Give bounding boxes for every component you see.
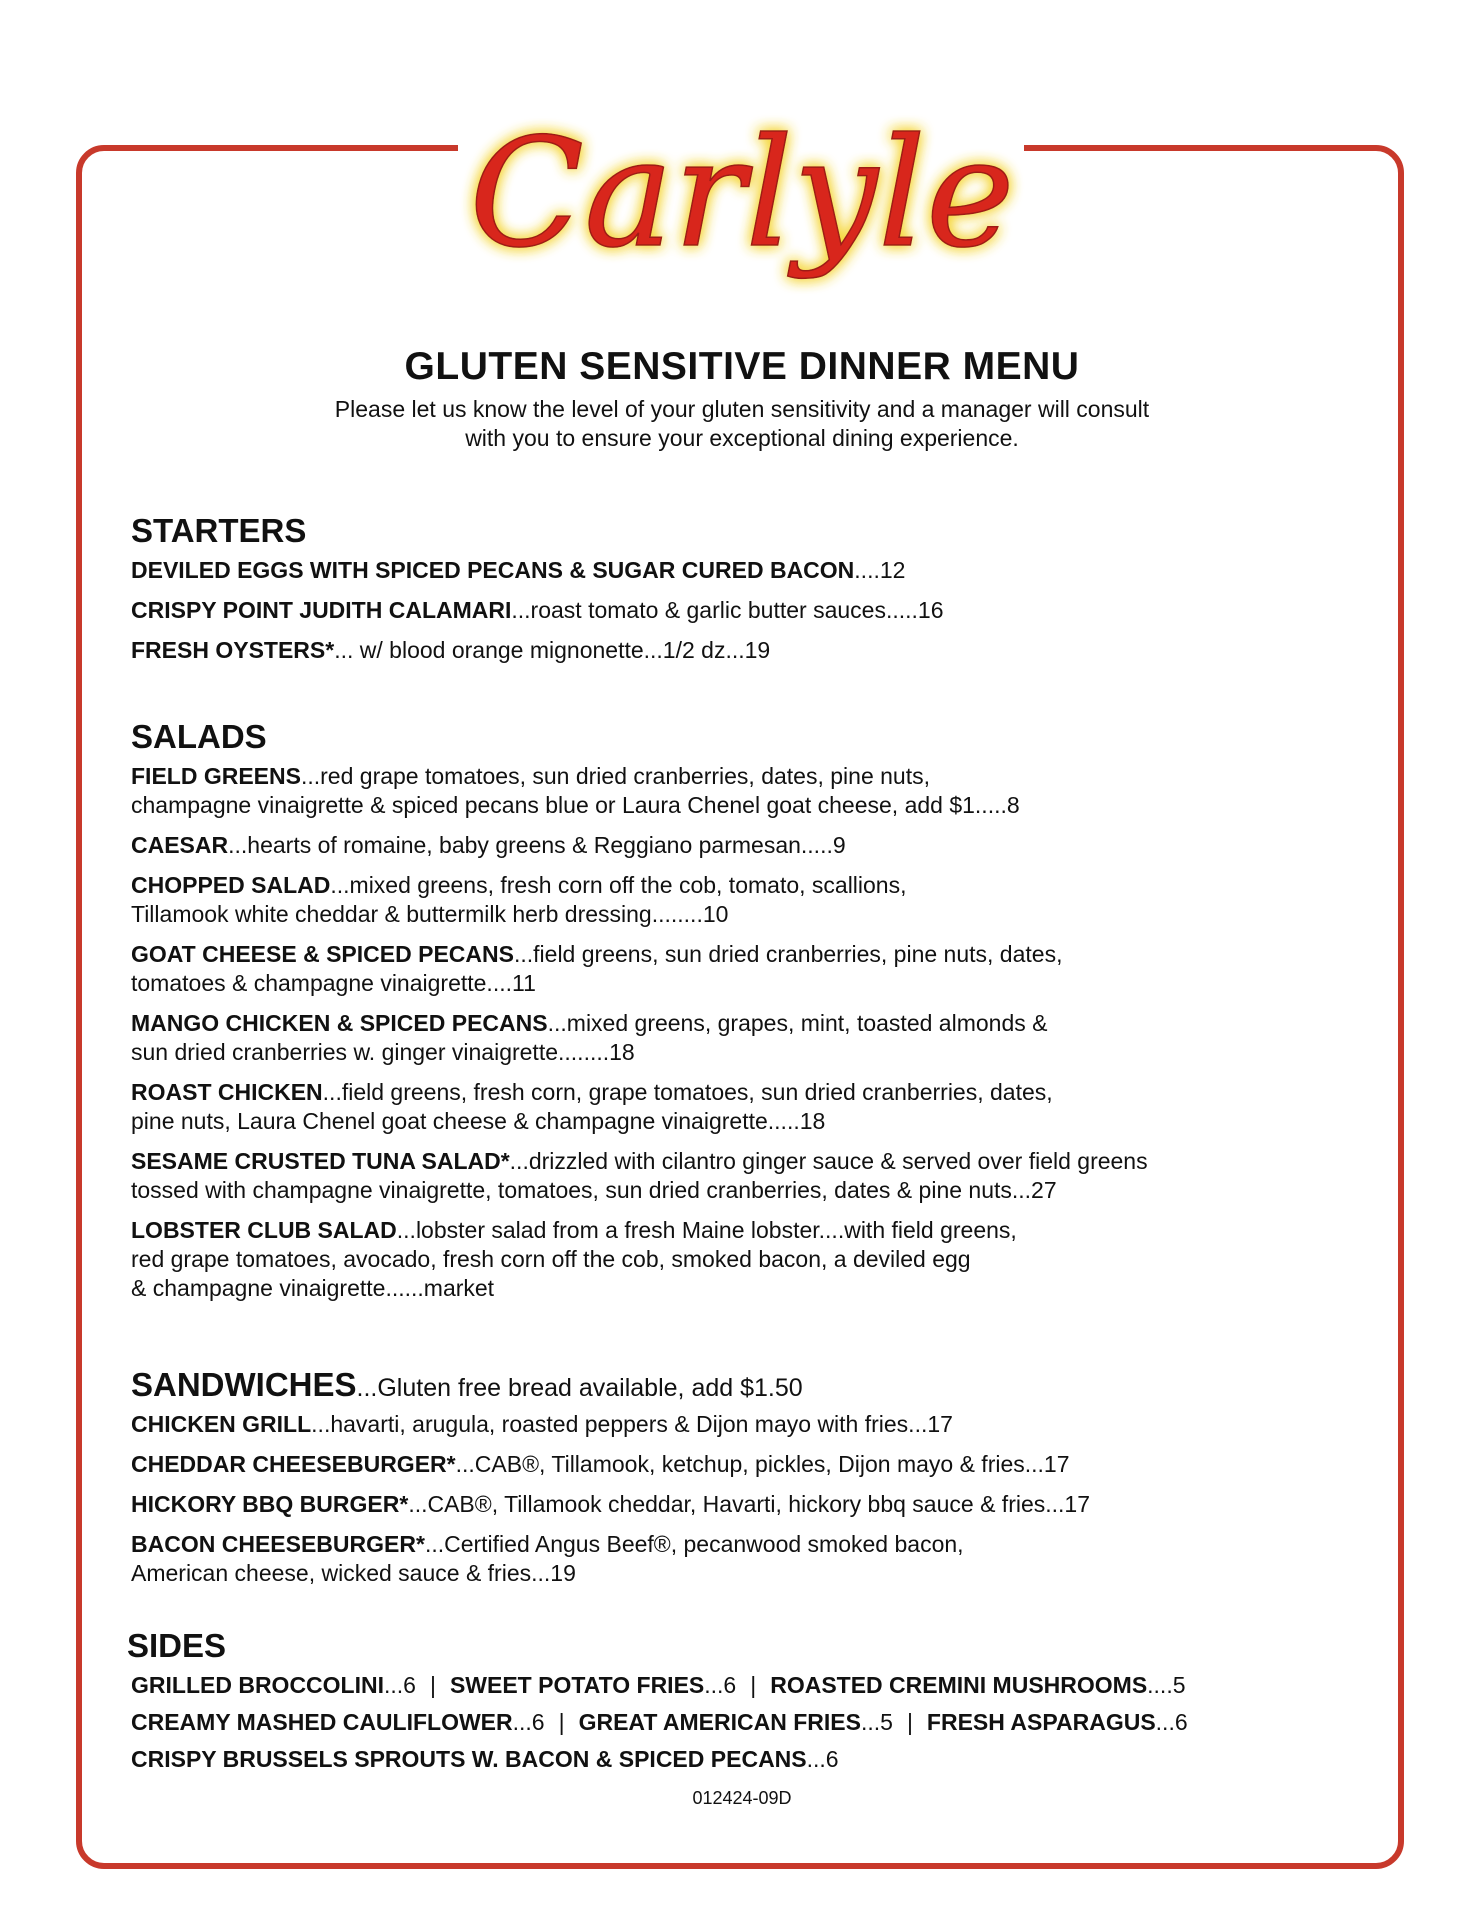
item-desc: American cheese, wicked sauce & fries...19 — [131, 1560, 576, 1586]
item-name: FIELD GREENS — [131, 763, 301, 789]
side-price: ...6 — [384, 1672, 416, 1698]
item-desc: red grape tomatoes, avocado, fresh corn off the cob, smoked bacon, a deviled egg — [131, 1246, 971, 1272]
item-desc: pine nuts, Laura Chenel goat cheese & champagne vinaigrette.....18 — [131, 1108, 826, 1134]
menu-item — [131, 596, 1331, 625]
item-desc: Tillamook white cheddar & buttermilk herb dressing........10 — [131, 901, 729, 927]
salads-section — [131, 718, 1331, 1314]
section-title-sandwiches — [131, 1366, 1331, 1404]
menu-item — [131, 831, 1331, 860]
item-desc: ...Certified Angus Beef®, pecanwood smoked bacon, — [424, 1531, 964, 1557]
item-desc: ...field greens, fresh corn, grape tomatoes, sun dried cranberries, dates, — [322, 1079, 1053, 1105]
item-desc: ...drizzled with cilantro ginger sauce & served over field greens — [509, 1148, 1148, 1174]
menu-item — [131, 1530, 1331, 1588]
side-price: ....5 — [1147, 1672, 1186, 1698]
menu-code: 012424-09D — [692, 1788, 792, 1808]
item-desc: ...CAB®, Tillamook cheddar, Havarti, hickory bbq sauce & fries...17 — [408, 1491, 1091, 1517]
item-desc: ...hearts of romaine, baby greens & Reggiano parmesan.....9 — [228, 832, 846, 858]
page-title: GLUTEN SENSITIVE DINNER MENU — [404, 345, 1080, 388]
item-name: CAESAR — [131, 832, 229, 858]
logo-wordmark: Carlyle — [469, 107, 1015, 281]
menu-item — [131, 940, 1331, 998]
item-name: SESAME CRUSTED TUNA SALAD* — [131, 1148, 510, 1174]
menu-item — [131, 1078, 1331, 1136]
item-name: MANGO CHICKEN & SPICED PECANS — [131, 1010, 548, 1036]
side-price: ...6 — [512, 1709, 545, 1735]
menu-item — [131, 871, 1331, 929]
item-name: HICKORY BBQ BURGER* — [131, 1491, 409, 1517]
item-desc: ...mixed greens, grapes, mint, toasted almonds & — [547, 1010, 1048, 1036]
item-name: ROAST CHICKEN — [131, 1079, 323, 1105]
item-name: CHEDDAR CHEESEBURGER* — [131, 1451, 456, 1477]
menu-item — [131, 1450, 1331, 1479]
starters-section — [131, 512, 1331, 676]
menu-item — [131, 1009, 1331, 1067]
menu-item — [131, 1410, 1331, 1439]
side-price: ...5 — [860, 1709, 893, 1735]
item-desc: ....12 — [854, 557, 906, 583]
item-desc: champagne vinaigrette & spiced pecans blue or Laura Chenel goat cheese, add $1.....8 — [131, 792, 1020, 818]
item-desc: ...roast tomato & garlic butter sauces.....16 — [511, 597, 944, 623]
item-desc: ...havarti, arugula, roasted peppers & Dijon mayo with fries...17 — [311, 1411, 953, 1437]
item-desc: ... w/ blood orange mignonette...1/2 dz...19 — [334, 637, 771, 663]
item-desc: ...field greens, sun dried cranberries, pine nuts, dates, — [513, 941, 1063, 967]
menu-item — [131, 636, 1331, 665]
item-desc: sun dried cranberries w. ginger vinaigrette........18 — [131, 1039, 635, 1065]
side-price: ...6 — [806, 1746, 839, 1772]
item-desc: tomatoes & champagne vinaigrette....11 — [131, 970, 536, 996]
item-name: CRISPY POINT JUDITH CALAMARI — [131, 597, 512, 623]
item-name: LOBSTER CLUB SALAD — [131, 1217, 397, 1243]
item-name: DEVILED EGGS WITH SPICED PECANS & SUGAR CURED BACON — [131, 557, 855, 583]
item-desc: ...red grape tomatoes, sun dried cranberries, dates, pine nuts, — [300, 763, 930, 789]
item-name: CHOPPED SALAD — [131, 872, 331, 898]
sides-row — [127, 1708, 1327, 1737]
side-name: FRESH ASPARAGUS — [926, 1709, 1156, 1735]
intro-line: Please let us know the level of your gluten sensitivity and a manager will consult — [334, 396, 1150, 422]
separator: | — [558, 1709, 565, 1735]
side-name: GRILLED BROCCOLINI — [131, 1672, 384, 1698]
section-title-salads: SALADS — [131, 718, 267, 755]
sandwiches-note: ...Gluten free bread available, add $1.50 — [356, 1374, 803, 1402]
side-name: CRISPY BRUSSELS SPROUTS W. BACON & SPICED PECANS — [131, 1746, 807, 1772]
item-name: CHICKEN GRILL — [131, 1411, 312, 1437]
carlyle-logo — [469, 60, 1015, 310]
menu-item — [131, 1216, 1331, 1303]
intro-line: with you to ensure your exceptional dining experience. — [465, 425, 1019, 451]
sides-section — [127, 1627, 1327, 1782]
separator: | — [906, 1709, 913, 1735]
side-name: ROASTED CREMINI MUSHROOMS — [770, 1672, 1148, 1698]
side-name: SWEET POTATO FRIES — [449, 1672, 705, 1698]
sides-row — [127, 1745, 1327, 1774]
section-title-sides: SIDES — [127, 1627, 227, 1664]
menu-item — [131, 762, 1331, 820]
side-name: GREAT AMERICAN FRIES — [578, 1709, 861, 1735]
sandwiches-section — [131, 1366, 1331, 1599]
menu-item — [131, 1147, 1331, 1205]
item-name: BACON CHEESEBURGER* — [131, 1531, 425, 1557]
menu-item — [131, 1490, 1331, 1519]
sides-row — [127, 1671, 1327, 1700]
section-title-starters: STARTERS — [131, 512, 307, 549]
menu-item — [131, 556, 1331, 585]
item-desc: ...mixed greens, fresh corn off the cob, tomato, scallions, — [330, 872, 907, 898]
side-price: ...6 — [704, 1672, 737, 1698]
item-desc: tossed with champagne vinaigrette, tomatoes, sun dried cranberries, dates & pine nuts...27 — [131, 1177, 1057, 1203]
item-name: FRESH OYSTERS* — [131, 637, 335, 663]
intro-text — [0, 395, 1484, 453]
sandwiches-title: SANDWICHES — [131, 1366, 357, 1403]
item-desc: & champagne vinaigrette......market — [131, 1275, 495, 1301]
separator: | — [429, 1672, 436, 1698]
item-desc: ...lobster salad from a fresh Maine lobster....with field greens, — [396, 1217, 1017, 1243]
side-name: CREAMY MASHED CAULIFLOWER — [131, 1709, 513, 1735]
side-price: ...6 — [1155, 1709, 1188, 1735]
separator: | — [750, 1672, 757, 1698]
item-desc: ...CAB®, Tillamook, ketchup, pickles, Dijon mayo & fries...17 — [455, 1451, 1070, 1477]
item-name: GOAT CHEESE & SPICED PECANS — [131, 941, 514, 967]
